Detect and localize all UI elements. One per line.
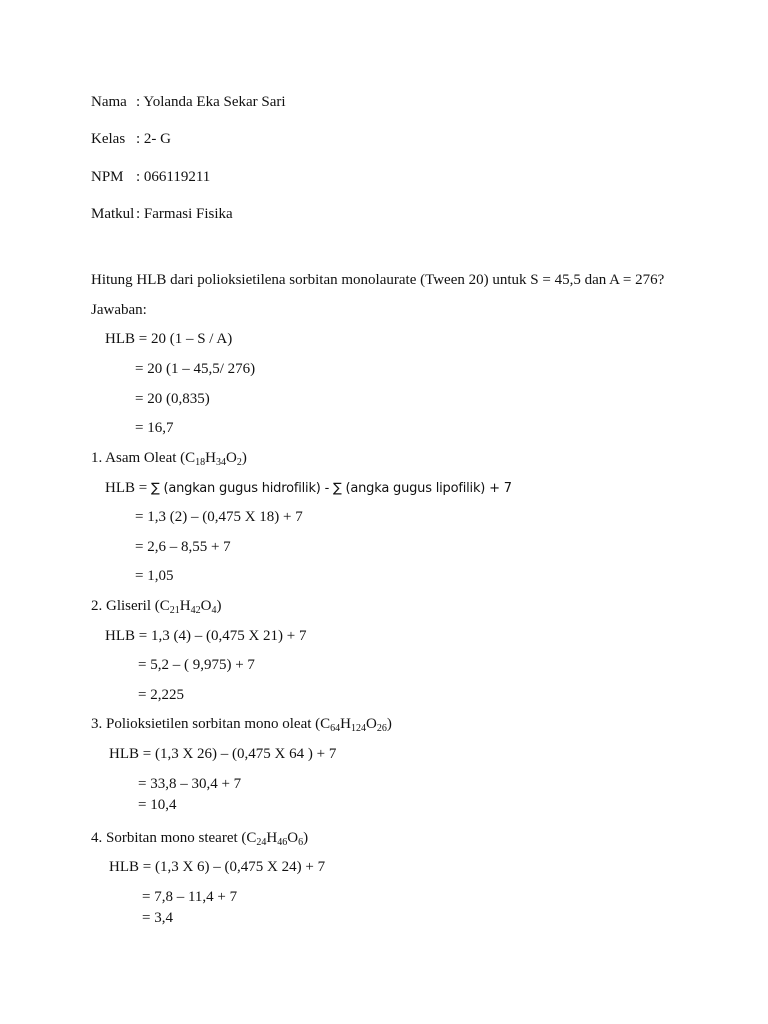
matkul-value: : Farmasi Fisika <box>136 206 233 222</box>
nama-line <box>91 93 286 111</box>
item3-line-3: = 10,4 <box>138 797 177 813</box>
item3-line-2: = 33,8 – 30,4 + 7 <box>138 776 242 792</box>
npm-value: : 066119211 <box>136 169 211 185</box>
item1-title: 1. Asam Oleat $(C_{18}H_{34}O_2)$ <box>91 450 247 468</box>
calc0-line-4: = 16,7 <box>135 420 174 436</box>
item4-title: 4. Sorbitan mono stearet $(C_{24}H_{46}O_6)$ <box>91 830 309 848</box>
item2-line-1: HLB = 1,3 (4) – (0,475 X 21) + 7 <box>105 628 307 644</box>
item1-line-2: = 1,3 (2) – (0,475 X 18) + 7 <box>135 509 303 525</box>
item4-line-2: = 7,8 – 11,4 + 7 <box>142 889 238 905</box>
calc0-line-3: = 20 (0,835) <box>135 391 210 407</box>
item4-line-3: = 3,4 <box>142 910 173 926</box>
nama-value: : Yolanda Eka Sekar Sari <box>136 94 286 110</box>
item2-line-3: = 2,225 <box>138 687 184 703</box>
item1-formula-line: HLB = ∑ (angkan gugus hidrofilik) - ∑ (angka gugus lipofilik) + 7 <box>105 480 512 496</box>
item3-title: 3. Polioksietilen sorbitan mono oleat $(C_{64}H_{124}O_{26})$ <box>91 716 392 734</box>
kelas-value: : 2- G <box>136 131 171 147</box>
item2-title: 2. Gliseril $(C_{21}H_{42}O_4)$ <box>91 598 222 616</box>
npm-line <box>91 168 210 186</box>
calc0-line-1: HLB = 20 (1 – S / A) <box>105 331 233 347</box>
item1-formula: ∑ (angkan gugus hidrofilik) - ∑ (angka gugus lipofilik) + 7 <box>150 481 512 496</box>
kelas-line <box>91 130 171 148</box>
nama-label: Nama <box>91 94 127 110</box>
kelas-label: Kelas <box>91 131 126 147</box>
item3-line-1: HLB = (1,3 X 26) – (0,475 X 64 ) + 7 <box>109 746 337 762</box>
question-text: Hitung HLB dari polioksietilena sorbitan monolaurate (Tween 20) untuk S = 45,5 dan A = 276? <box>91 272 665 288</box>
item1-line-4: = 1,05 <box>135 568 174 584</box>
matkul-line <box>91 205 233 223</box>
item2-line-2: = 5,2 – ( 9,975) + 7 <box>138 657 255 673</box>
npm-label: NPM <box>91 169 124 185</box>
matkul-label: Matkul <box>91 206 135 222</box>
item4-line-1: HLB = (1,3 X 6) – (0,475 X 24) + 7 <box>109 859 326 875</box>
calc0-line-2: = 20 (1 – 45,5/ 276) <box>135 361 256 377</box>
item1-line-3: = 2,6 – 8,55 + 7 <box>135 539 231 555</box>
answer-label: Jawaban: <box>91 302 147 318</box>
